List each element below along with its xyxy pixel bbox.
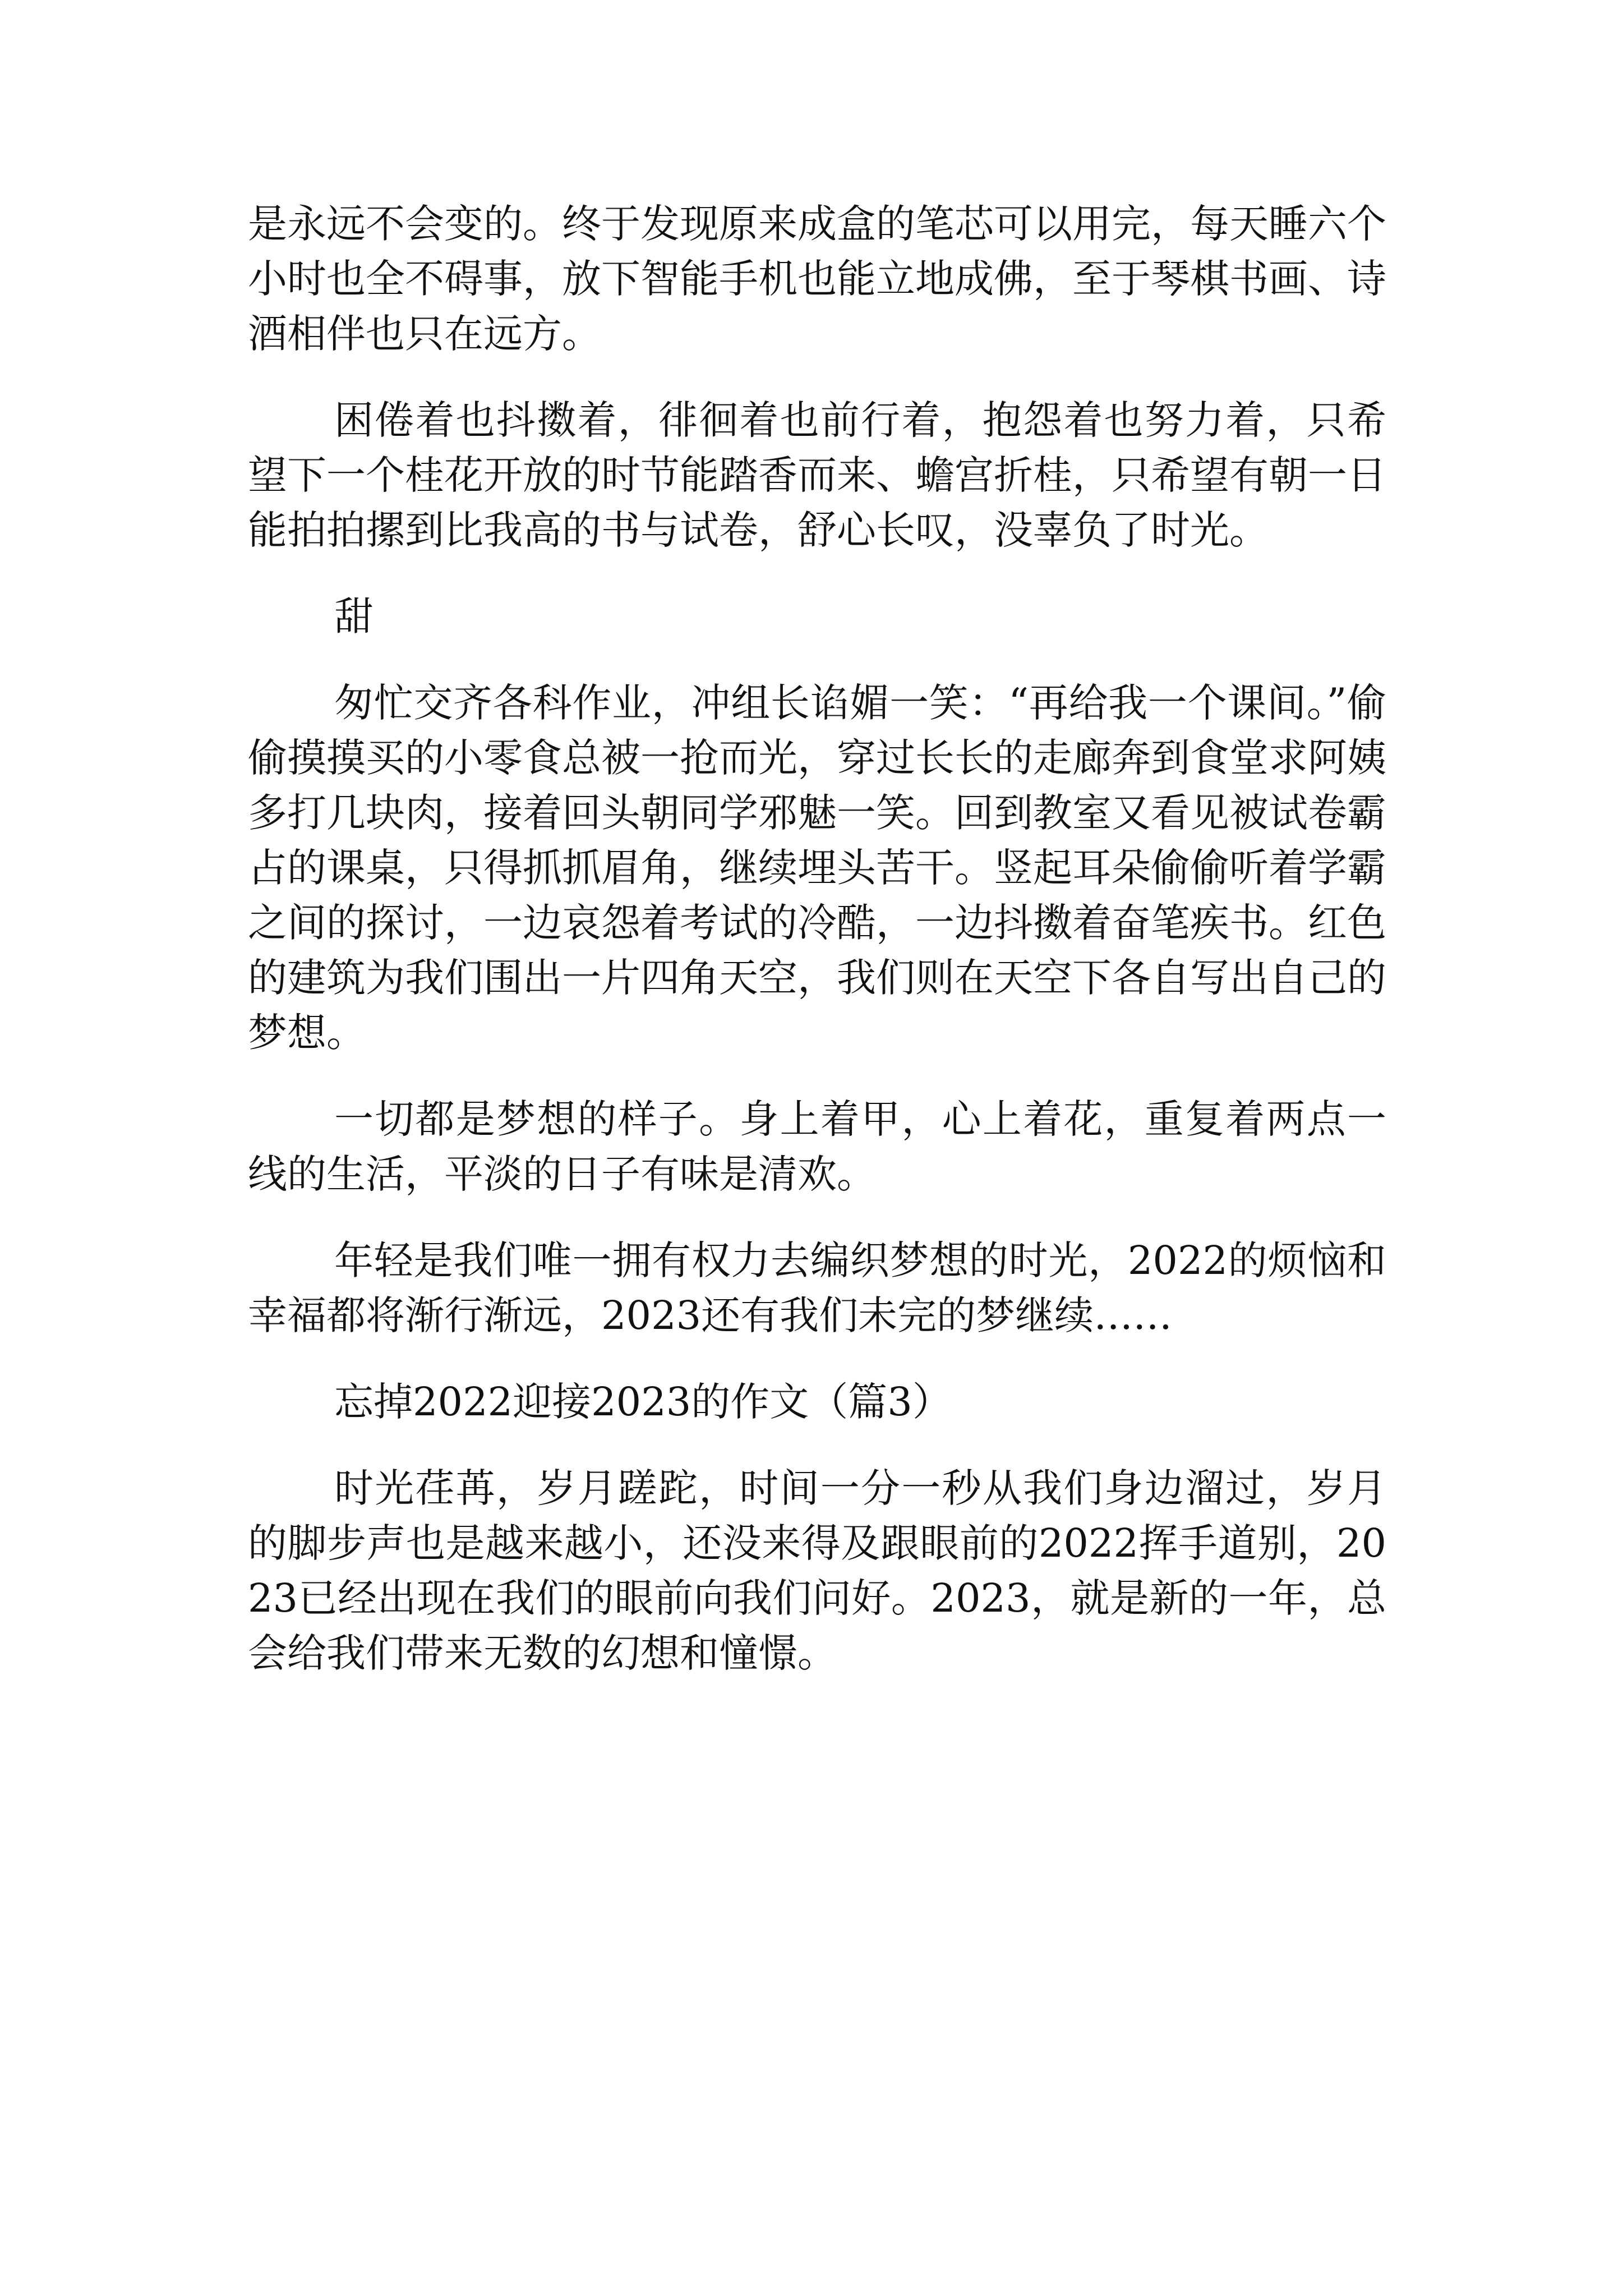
paragraph-4: 一切都是梦想的样子。身上着甲，心上着花，重复着两点一线的生活，平淡的日子有味是清欢。 — [248, 1096, 1386, 1197]
paragraph-1: 是永远不会变的。终于发现原来成盒的笔芯可以用完，每天睡六个小时也全不碍事，放下智能手机也能立地成佛，至于琴棋书画、诗酒相伴也只在远方。 — [248, 201, 1386, 357]
paragraph-3: 匆忙交齐各科作业，冲组长谄媚一笑：“再给我一个课间。”偷偷摸摸买的小零食总被一抢而光，穿过长长的走廊奔到食堂求阿姨多打几块肉，接着回头朝同学邪魅一笑。回到教室又看见被试卷霸占的课桌，只得抓抓眉角，继续埋头苦干。竖起耳朵偷偷听着学霸之间的探讨，一边哀怨着考试的冷酷，一边抖擞着奋笔疾书。红色的建筑为我们围出一片四角天空，我们则在天空下各自写出自己的梦想。 — [248, 680, 1386, 1056]
essay-title: 忘掉2022迎接2023的作文（篇3） — [334, 1379, 952, 1425]
document-body — [248, 196, 1386, 1712]
paragraph-5: 年轻是我们唯一拥有权力去编织梦想的时光，2022的烦恼和幸福都将渐行渐远，2023还有我们未完的梦继续…… — [248, 1237, 1386, 1338]
paragraph-6: 时光荏苒，岁月蹉跎，时间一分一秒从我们身边溜过，岁月的脚步声也是越来越小，还没来得及跟眼前的2022挥手道别，2023已经出现在我们的眼前向我们问好。2023，就是新的一年，总会给我们带来无数的幻想和憧憬。 — [248, 1465, 1386, 1676]
section-heading-sweet: 甜 — [334, 593, 374, 639]
paragraph-2: 困倦着也抖擞着，徘徊着也前行着，抱怨着也努力着，只希望下一个桂花开放的时节能踏香而来、蟾宫折桂，只希望有朝一日能拍拍摞到比我高的书与试卷，舒心长叹，没辜负了时光。 — [248, 397, 1386, 553]
